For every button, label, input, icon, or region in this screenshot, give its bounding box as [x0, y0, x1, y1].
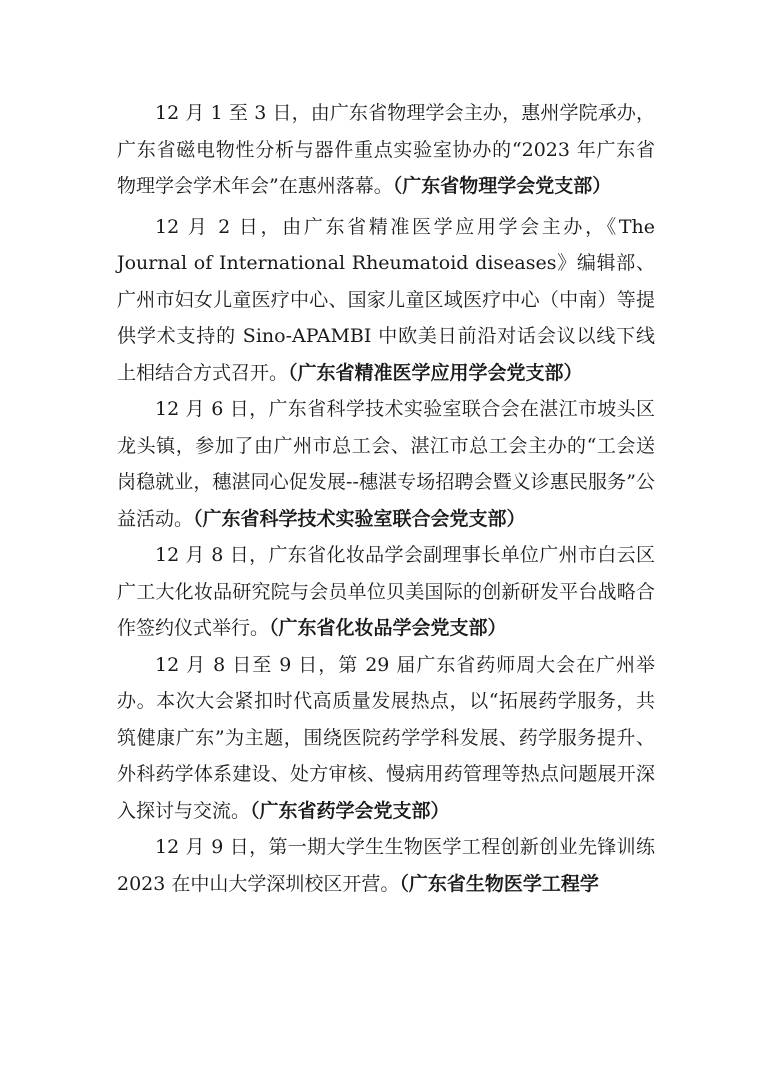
news-paragraph	[117, 647, 655, 830]
organization-label: （广东省物理学会党支部）	[392, 175, 612, 197]
organization-label: （广东省科学技术实验室联合会党支部）	[193, 507, 526, 530]
news-paragraph	[117, 209, 655, 392]
paragraph-text: 12 月 9 日，第一期大学生生物医学工程创新创业先锋训练 2023 在中山大学深圳校区开营。	[117, 836, 655, 895]
news-paragraph	[117, 391, 655, 537]
news-paragraph	[117, 95, 655, 205]
paragraph-text: 12 月 1 至 3 日，由广东省物理学会主办，惠州学院承办，广东省磁电物性分析与器件重点实验室协办的“2023 年广东省物理学会学术年会”在惠州落幕。	[117, 102, 655, 197]
organization-label: （广东省生物医学工程学	[399, 872, 599, 895]
news-paragraph	[117, 537, 655, 647]
paragraph-text: 12 月 6 日，广东省科学技术实验室联合会在湛江市坡头区龙头镇，参加了由广州市总工会、湛江市总工会主办的“工会送岗稳就业，穗湛同心促发展--穗湛专场招聘会暨义诊惠民服务”公益活动。	[117, 398, 655, 530]
paragraph-text: 12 月 8 日，广东省化妆品学会副理事长单位广州市白云区广工大化妆品研究院与会员单位贝美国际的创新研发平台战略合作签约仪式举行。	[117, 544, 655, 639]
document-body	[117, 95, 655, 902]
organization-label: （广东省药学会党支部）	[250, 799, 450, 822]
paragraph-text: 12 月 2 日，由广东省精准医学应用学会主办，《The Journal of International Rheumatoid diseases》编辑部、广州市妇女儿童医疗中心、国家儿童区域医疗中心（中南）等提供学术支持的 Sino-APAMBI 中欧美日前沿对话会议以线下线上相结合方式召开。	[117, 215, 655, 384]
organization-label: （广东省化妆品学会党支部）	[269, 617, 507, 639]
organization-label: （广东省精准医学应用学会党支部）	[288, 361, 583, 384]
news-paragraph	[117, 829, 655, 902]
paragraph-text: 12 月 8 日至 9 日，第 29 届广东省药师周大会在广州举办。本次大会紧扣时代高质量发展热点，以“拓展药学服务，共筑健康广东”为主题，围绕医院药学学科发展、药学服务提升、外科药学体系建设、处方审核、慢病用药管理等热点问题展开深入探讨与交流。	[117, 653, 655, 822]
